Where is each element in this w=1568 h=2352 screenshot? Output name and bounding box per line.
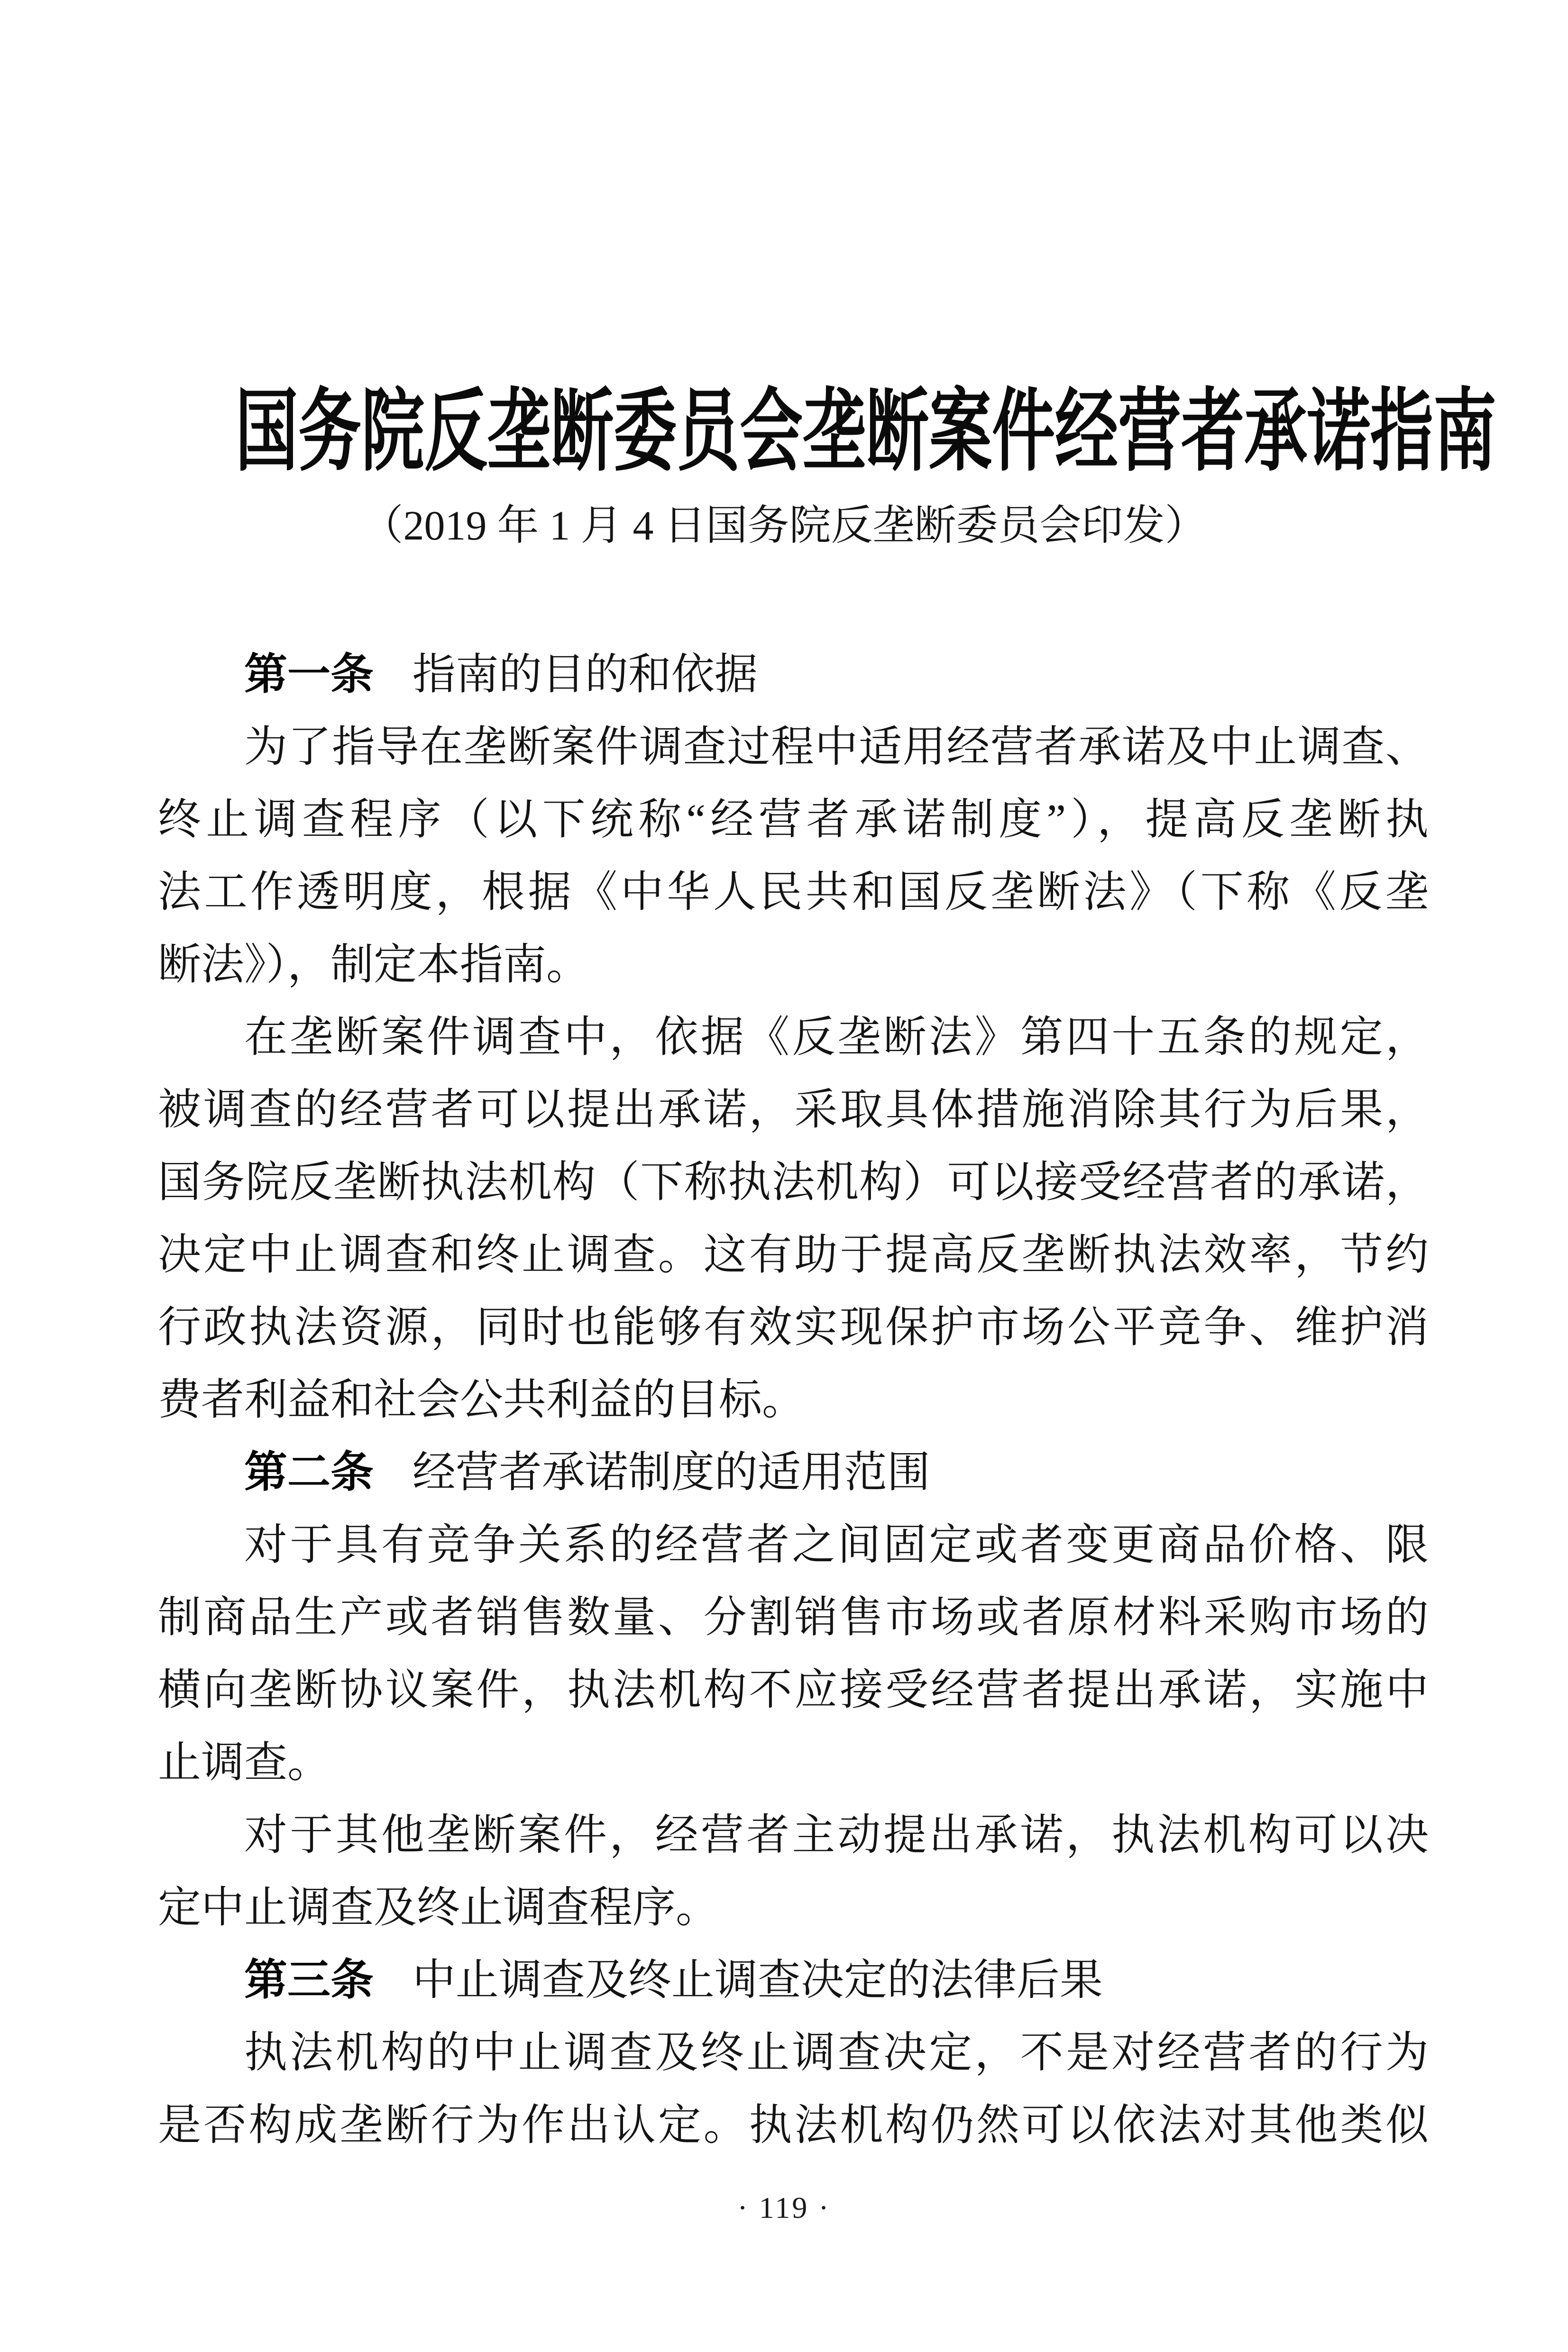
body-line: 法工作透明度，根据《中华人民共和国反垄断法》（下称《反垄	[158, 868, 1429, 916]
body-line-article-heading	[158, 1944, 1429, 2016]
body-line: 终止调查程序（以下统称“经营者承诺制度”），提高反垄断执	[158, 796, 1429, 843]
body-line: 对于具有竞争关系的经营者之间固定或者变更商品价格、限	[244, 1521, 1429, 1569]
body-line: 在垄断案件调查中，依据《反垄断法》第四十五条的规定，	[244, 1013, 1429, 1061]
body-line: 执法机构的中止调查及终止调查决定，不是对经营者的行为	[244, 2029, 1429, 2077]
body-line: 费者利益和社会公共利益的目标。	[158, 1376, 806, 1424]
body-line: 行政执法资源，同时也能够有效实现保护市场公平竞争、维护消	[158, 1303, 1429, 1351]
body-line: 为了指导在垄断案件调查过程中适用经营者承诺及中止调查、	[244, 723, 1429, 771]
body-line-article-heading	[158, 1436, 1429, 1509]
body-line: 国务院反垄断执法机构（下称执法机构）可以接受经营者的承诺，	[158, 1158, 1429, 1206]
article-title: 指南的目的和依据	[412, 650, 758, 698]
document-body	[158, 638, 1429, 2161]
body-line: 对于其他垄断案件，经营者主动提出承诺，执法机构可以决	[244, 1811, 1429, 1859]
body-line: 定中止调查及终止调查程序。	[158, 1884, 719, 1931]
document-subtitle: （2019 年 1 月 4 日国务院反垄断委员会印发）	[361, 503, 1207, 549]
body-line: 是否构成垄断行为作出认定。执法机构仍然可以依法对其他类似	[158, 2101, 1429, 2149]
body-line: 断法》），制定本指南。	[158, 941, 590, 988]
article-number: 第一条	[244, 650, 374, 698]
body-line: 决定中止调查和终止调查。这有助于提高反垄断执法效率，节约	[158, 1231, 1429, 1279]
body-line: 被调查的经营者可以提出承诺，采取具体措施消除其行为后果，	[158, 1086, 1429, 1134]
article-number: 第二条	[244, 1448, 374, 1496]
document-title: 国务院反垄断委员会垄断案件经营者承诺指南	[235, 381, 1497, 482]
body-line: 制商品生产或者销售数量、分割销售市场或者原材料采购市场的	[158, 1593, 1429, 1641]
article-number: 第三条	[244, 1956, 374, 2004]
article-title: 中止调查及终止调查决定的法律后果	[412, 1956, 1103, 2004]
body-line: 横向垄断协议案件，执法机构不应接受经营者提出承诺，实施中	[158, 1666, 1429, 1714]
article-title: 经营者承诺制度的适用范围	[412, 1448, 930, 1496]
page-number: · 119 ·	[737, 2191, 831, 2224]
body-line: 止调查。	[158, 1739, 331, 1786]
body-line-article-heading	[158, 638, 1429, 711]
